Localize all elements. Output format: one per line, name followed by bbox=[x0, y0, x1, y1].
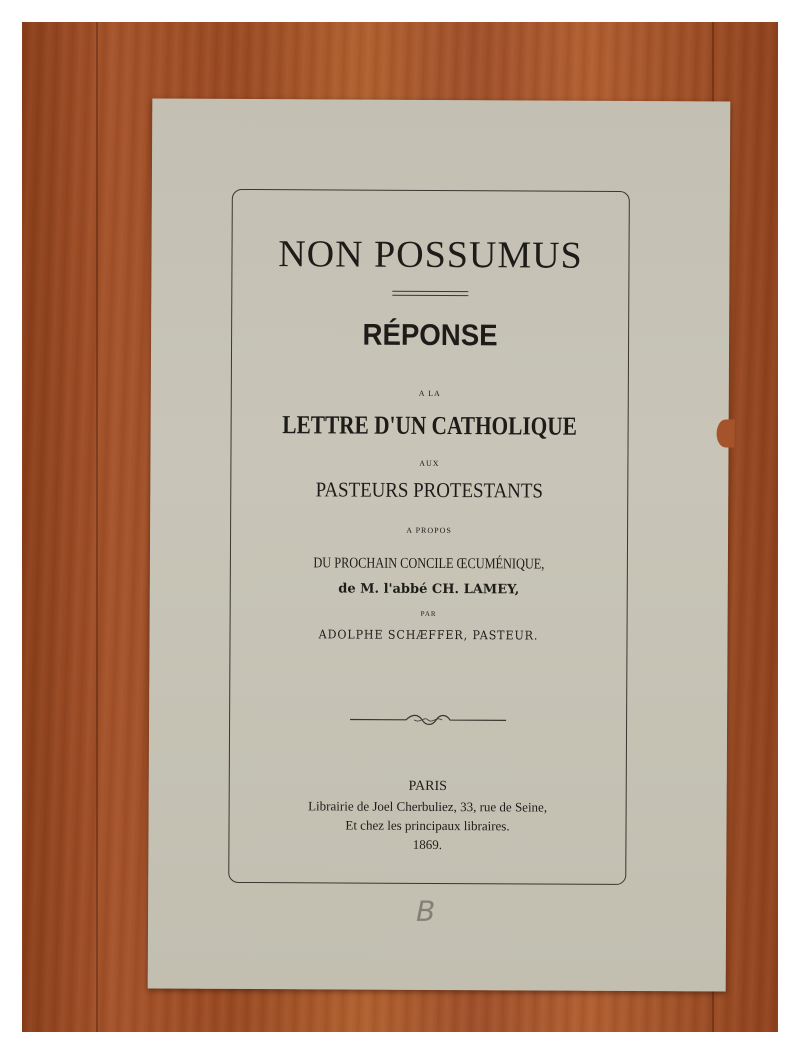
pasteurs-heading: PASTEURS PROTESTANTS bbox=[315, 477, 543, 503]
aux-text: AUX bbox=[419, 458, 440, 469]
pamphlet-cover bbox=[148, 98, 731, 991]
abbe-text: de M. l'abbé CH. LAMEY, bbox=[338, 581, 520, 598]
pencil-mark: B bbox=[415, 894, 436, 928]
publisher-text: Librairie de Joel Cherbuliez, 33, rue de Seine, bbox=[308, 798, 548, 815]
year-text: 1869. bbox=[412, 836, 443, 853]
concile-text: DU PROCHAIN CONCILE ŒCUMÉNIQUE, bbox=[313, 555, 545, 573]
wood-seam bbox=[96, 22, 98, 1032]
a-la-text: A LA bbox=[418, 388, 441, 399]
title-frame bbox=[228, 189, 630, 885]
photo-background bbox=[22, 22, 778, 1032]
a-propos-text: A PROPOS bbox=[406, 525, 452, 536]
par-text: PAR bbox=[420, 609, 437, 618]
distributor-text: Et chez les principaux libraires. bbox=[345, 817, 510, 834]
ornament-rule bbox=[348, 711, 508, 730]
reponse-heading: RÉPONSE bbox=[362, 318, 498, 353]
author-text: ADOLPHE SCHÆFFER, PASTEUR. bbox=[318, 627, 539, 643]
city-text: PARIS bbox=[408, 778, 447, 795]
torn-edge bbox=[717, 419, 735, 447]
lettre-heading: LETTRE D'UN CATHOLIQUE bbox=[282, 410, 577, 441]
book-title: NON POSSUMUS bbox=[278, 233, 583, 277]
title-rule bbox=[392, 291, 468, 296]
